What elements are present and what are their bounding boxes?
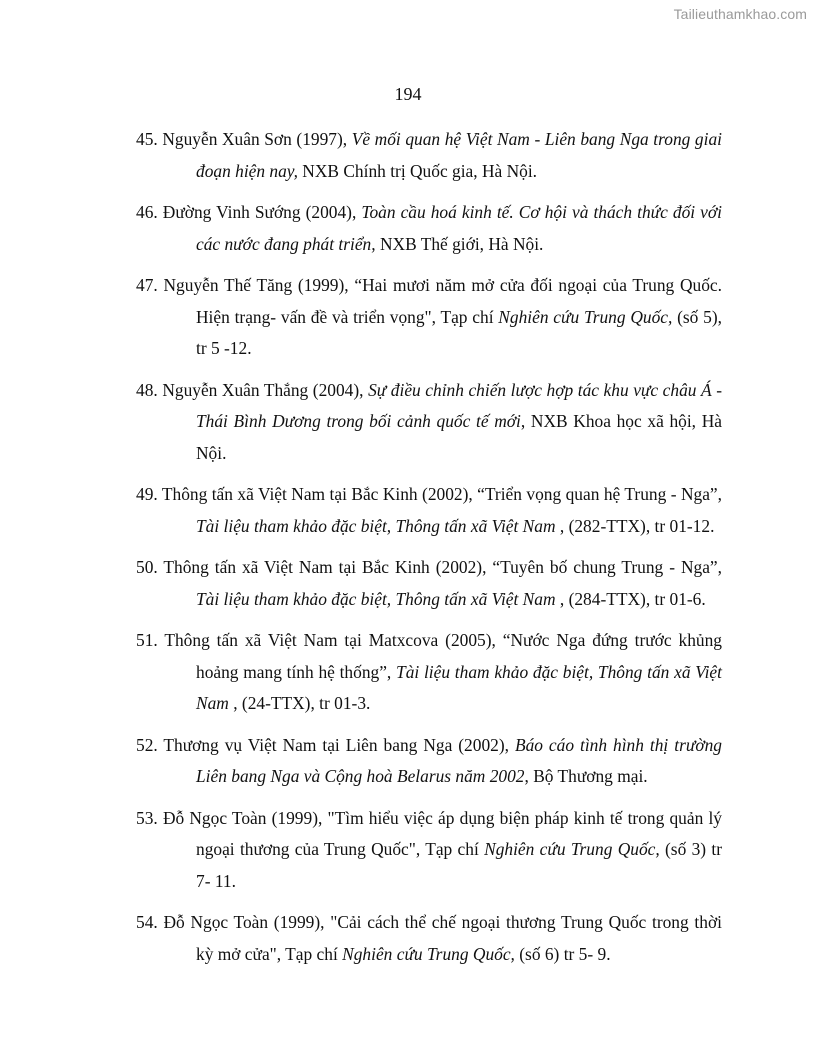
reference-title-italic: Tài liệu tham khảo đặc biệt, Thông tấn xã Việt Nam — [196, 515, 556, 536]
reference-number: 50. — [136, 557, 158, 577]
reference-item — [136, 552, 722, 615]
reference-number: 46. — [136, 202, 158, 222]
reference-item — [136, 270, 722, 365]
reference-text: Nguyễn Thế Tăng (1999), “Hai mươi năm mở cửa đối ngoại của Trung Quốc. Hiện trạng- vấn đề và triển vọng", Tạp chí — [163, 275, 722, 327]
reference-number: 49. — [136, 484, 158, 504]
reference-item — [136, 907, 722, 970]
reference-text: NXB Thế giới, Hà Nội. — [375, 233, 544, 254]
reference-title-italic: Nghiên cứu Trung Quốc, — [342, 943, 515, 964]
reference-text: , (284-TTX), tr 01-6. — [555, 588, 706, 609]
reference-text: , NXB Khoa học xã hội, Hà Nội. — [196, 411, 722, 463]
reference-text: , (24-TTX), tr 01-3. — [228, 693, 371, 713]
reference-item — [136, 625, 722, 720]
reference-number: 54. — [136, 912, 158, 932]
reference-number: 45. — [136, 129, 158, 149]
reference-text: Thông tấn xã Việt Nam tại Bắc Kinh (2002), “Tuyên bố chung Trung - Nga”, — [163, 557, 722, 577]
reference-number: 51. — [136, 630, 158, 650]
reference-text: Thông tấn xã Việt Nam tại Matxcova (2005), “Nước Nga đứng trước khủng hoảng mang tính hệ thống”, — [164, 630, 722, 682]
reference-text: Thông tấn xã Việt Nam tại Bắc Kinh (2002), “Triển vọng quan hệ Trung - Nga”, — [161, 484, 722, 504]
reference-number: 52. — [136, 734, 158, 755]
watermark-text: Tailieuthamkhao.com — [673, 6, 807, 22]
reference-title-italic: Báo cáo tình hình thị trường Liên bang Nga và Cộng hoà Belarus năm 2002 — [196, 734, 722, 786]
page-number: 194 — [394, 84, 422, 104]
reference-text: (số 3) tr 7- 11. — [196, 839, 722, 891]
reference-list — [136, 124, 722, 970]
reference-item — [136, 124, 722, 187]
reference-text: Đường Vinh Sướng (2004), — [162, 202, 362, 222]
reference-text: Nguyễn Xuân Sơn (1997), — [162, 129, 352, 149]
reference-title-italic: Nghiên cứu Trung Quốc, — [484, 839, 660, 859]
reference-number: 53. — [136, 807, 158, 828]
reference-title-italic: Toàn cầu hoá kinh tế. Cơ hội và thách thức đối với các nước đang phát triển, — [196, 202, 722, 254]
reference-text: , (282-TTX), tr 01-12. — [555, 515, 715, 536]
reference-item — [136, 197, 722, 260]
reference-item — [136, 730, 722, 793]
reference-text: , Bộ Thương mại. — [524, 766, 648, 786]
reference-text: Đỗ Ngọc Toàn (1999), "Cải cách thể chế ngoại thương Trung Quốc trong thời kỳ mở cửa", Tạp chí — [163, 912, 722, 964]
reference-title-italic: Tài liệu tham khảo đặc biệt, Thông tấn xã Việt Nam — [196, 661, 722, 713]
reference-item — [136, 803, 722, 898]
reference-title-italic: Nghiên cứu Trung Quốc, — [498, 306, 673, 327]
reference-text: (số 5), tr 5 -12. — [196, 306, 722, 358]
reference-text: (số 6) tr 5- 9. — [514, 943, 611, 964]
reference-text: Thương vụ Việt Nam tại Liên bang Nga (2002), — [163, 734, 515, 755]
reference-title-italic: Tài liệu tham khảo đặc biệt, Thông tấn xã Việt Nam — [196, 588, 556, 609]
reference-number: 48. — [136, 379, 158, 400]
reference-number: 47. — [136, 275, 158, 295]
reference-text: Đỗ Ngọc Toàn (1999), "Tìm hiểu việc áp dụng biện pháp kinh tế trong quản lý ngoại thương của Trung Quốc", Tạp chí — [162, 807, 722, 859]
reference-title-italic: Sự điều chỉnh chiến lược hợp tác khu vực châu Á - Thái Bình Dương trong bối cảnh quốc tế mới — [196, 379, 722, 431]
reference-item — [136, 479, 722, 542]
reference-text: NXB Chính trị Quốc gia, Hà Nội. — [297, 160, 538, 181]
reference-text: Nguyễn Xuân Thắng (2004), — [162, 379, 369, 400]
reference-item — [136, 375, 722, 470]
reference-title-italic: Về mối quan hệ Việt Nam - Liên bang Nga trong giai đoạn hiện nay, — [196, 129, 722, 181]
